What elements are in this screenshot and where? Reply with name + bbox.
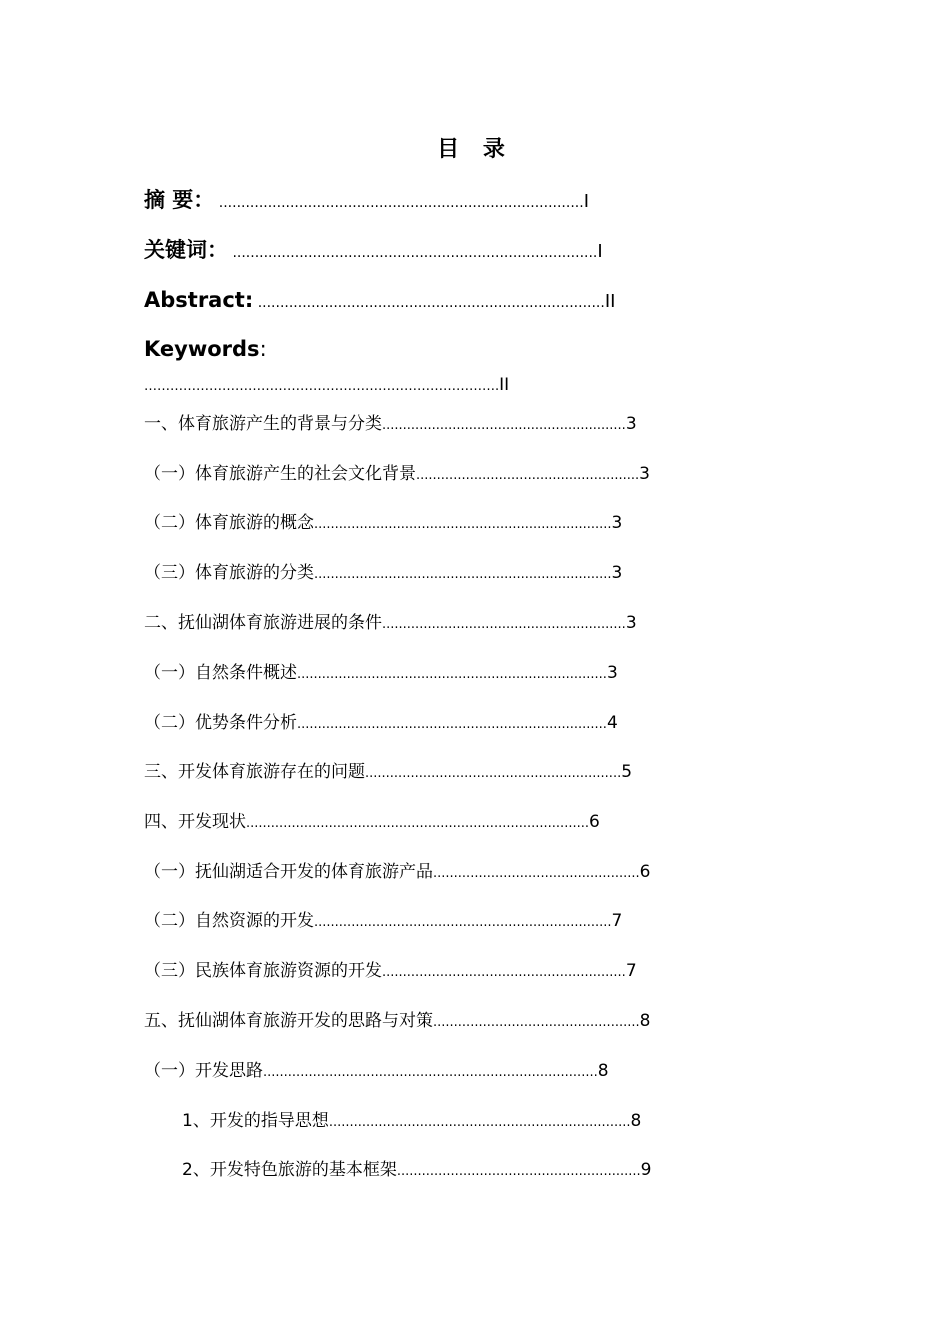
toc-entry-label: Keywords bbox=[144, 337, 260, 361]
toc-entry-section-4-1[interactable] bbox=[144, 858, 650, 888]
toc-entry-label: 一、体育旅游产生的背景与分类 bbox=[144, 414, 382, 434]
toc-entry-label: Abstract: bbox=[144, 288, 254, 312]
toc-entry-label: 五、抚仙湖体育旅游开发的思路与对策 bbox=[144, 1011, 433, 1031]
toc-entry-keywords-en-leader[interactable] bbox=[144, 371, 509, 401]
toc-leader-dots: ........................................................................ bbox=[314, 517, 612, 532]
toc-page-number: 3 bbox=[611, 513, 623, 533]
toc-page-number: 6 bbox=[588, 812, 600, 832]
toc-entry-section-1-1[interactable] bbox=[144, 460, 650, 490]
toc-entry-label: （二）自然资源的开发 bbox=[144, 911, 314, 931]
toc-leader-dots: ........................................................................ bbox=[314, 915, 612, 930]
toc-leader-dots: ................................................................................... bbox=[246, 816, 589, 831]
toc-page-number: 3 bbox=[625, 414, 637, 434]
toc-entry-keywords-en[interactable] bbox=[144, 335, 267, 363]
toc-entry-label: （一）开发思路 bbox=[144, 1061, 263, 1081]
toc-leader-dots: ........................................................................ bbox=[314, 567, 612, 582]
toc-entry-abstract-en[interactable] bbox=[144, 286, 615, 317]
toc-leader-dots: .................................................. bbox=[433, 866, 640, 881]
toc-leader-dots: ........................................................................... bbox=[297, 717, 607, 732]
toc-leader-dots: .............................................................. bbox=[365, 766, 622, 781]
toc-entry-section-5-1-1[interactable] bbox=[182, 1107, 641, 1137]
toc-leader-dots: .................................................. bbox=[433, 1015, 640, 1030]
toc-leader-dots: ................................................................................. bbox=[263, 1065, 598, 1080]
toc-leader-dots: ......................................................................... bbox=[328, 1115, 631, 1130]
toc-entry-label: （一）抚仙湖适合开发的体育旅游产品 bbox=[144, 862, 433, 882]
toc-entry-label: （一）自然条件概述 bbox=[144, 663, 297, 683]
toc-page-number: 8 bbox=[597, 1061, 609, 1081]
toc-entry-section-2-2[interactable] bbox=[144, 709, 618, 739]
toc-page-number: I bbox=[597, 241, 603, 262]
toc-entry-section-4[interactable] bbox=[144, 808, 600, 838]
toc-entry-section-1[interactable] bbox=[144, 410, 637, 440]
toc-page-number: II bbox=[499, 375, 510, 395]
toc-entry-section-5-1[interactable] bbox=[144, 1057, 609, 1087]
toc-page-number: I bbox=[583, 191, 589, 212]
toc-page-number: 4 bbox=[606, 713, 618, 733]
toc-entry-section-3[interactable] bbox=[144, 758, 632, 788]
toc-entry-section-2-1[interactable] bbox=[144, 659, 618, 689]
toc-entry-label: 四、开发现状 bbox=[144, 812, 246, 832]
toc-entry-section-1-3[interactable] bbox=[144, 559, 622, 589]
toc-entry-abstract-cn[interactable] bbox=[144, 186, 589, 217]
toc-entry-label: （三）民族体育旅游资源的开发 bbox=[144, 961, 382, 981]
toc-entry-label: （三）体育旅游的分类 bbox=[144, 563, 314, 583]
toc-page-number: 9 bbox=[640, 1160, 652, 1180]
toc-entry-section-5-1-2[interactable] bbox=[182, 1156, 651, 1186]
toc-entry-section-4-3[interactable] bbox=[144, 957, 637, 987]
toc-entry-label: 1、开发的指导思想 bbox=[182, 1111, 329, 1131]
toc-entry-colon: : bbox=[259, 337, 267, 361]
toc-leader-dots: ........................................................... bbox=[382, 617, 626, 632]
toc-page-number: 8 bbox=[639, 1011, 651, 1031]
toc-entry-label: （二）体育旅游的概念 bbox=[144, 513, 314, 533]
toc-leader-dots: ...................................................... bbox=[416, 468, 640, 483]
toc-entry-label: 关键词： bbox=[144, 238, 228, 262]
toc-entry-section-5[interactable] bbox=[144, 1007, 650, 1037]
toc-leader-dots: .................................................................................. bbox=[214, 195, 584, 211]
toc-page-number: 3 bbox=[625, 613, 637, 633]
toc-entry-label: 三、开发体育旅游存在的问题 bbox=[144, 762, 365, 782]
toc-page-number: II bbox=[604, 291, 616, 312]
toc-page-number: 7 bbox=[611, 911, 623, 931]
toc-page-number: 3 bbox=[639, 464, 650, 484]
toc-entry-label: （一）体育旅游产生的社会文化背景 bbox=[144, 464, 416, 484]
toc-leader-dots: ........................................................................... bbox=[297, 667, 607, 682]
toc-title: 目 录 bbox=[437, 137, 513, 162]
toc-leader-dots: ………………………………………………………………………. bbox=[144, 379, 500, 394]
toc-entry-label: 二、抚仙湖体育旅游进展的条件 bbox=[144, 613, 382, 633]
toc-entry-label: （二）优势条件分析 bbox=[144, 713, 297, 733]
toc-leader-dots: ........................................................... bbox=[382, 418, 626, 433]
toc-entry-section-2[interactable] bbox=[144, 609, 637, 639]
toc-leader-dots: .............................................................................. bbox=[253, 295, 605, 311]
toc-page-number: 3 bbox=[611, 563, 623, 583]
toc-page-number: 3 bbox=[606, 663, 618, 683]
toc-entry-section-4-2[interactable] bbox=[144, 907, 622, 937]
toc-entry-section-1-2[interactable] bbox=[144, 509, 622, 539]
toc-page-number: 7 bbox=[625, 961, 637, 981]
toc-page-number: 8 bbox=[630, 1111, 642, 1131]
toc-page-number: 6 bbox=[639, 862, 651, 882]
toc-entry-label: 2、开发特色旅游的基本框架 bbox=[182, 1160, 397, 1180]
toc-leader-dots: ........................................................... bbox=[382, 965, 626, 980]
toc-page-number: 5 bbox=[621, 762, 633, 782]
toc-entry-keywords-cn[interactable] bbox=[144, 236, 603, 267]
toc-leader-dots: ........................................................... bbox=[396, 1164, 641, 1179]
toc-leader-dots: .................................................................................. bbox=[228, 245, 598, 261]
toc-entry-label: 摘 要： bbox=[144, 188, 215, 212]
